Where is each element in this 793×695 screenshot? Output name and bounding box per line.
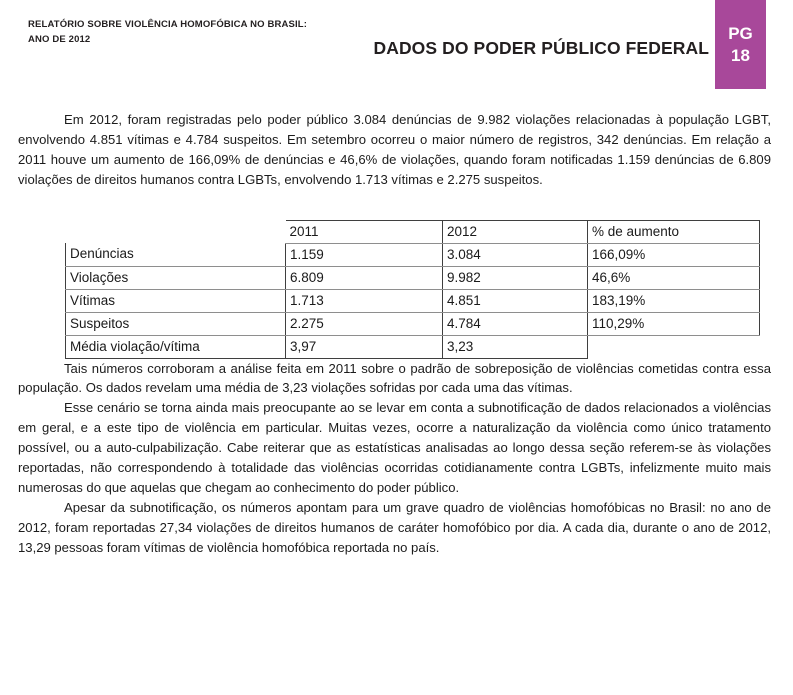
page-badge-number: 18 xyxy=(731,45,750,65)
section-title: DADOS DO PODER PÚBLICO FEDERAL xyxy=(373,38,709,58)
table-header-cell-empty xyxy=(66,220,286,243)
page-badge-label: PG xyxy=(728,23,753,43)
table-cell-2012: 3.084 xyxy=(443,243,588,266)
comparison-table xyxy=(65,220,760,359)
table-header-cell-2012: 2012 xyxy=(443,220,588,243)
table-header-cell-increase: % de aumento xyxy=(588,220,760,243)
paragraph-underreporting: Esse cenário se torna ainda mais preocupante ao se levar em conta a subnotificação de dados relacionados a violências em geral, e a este tipo de violência em particular. Muitas vezes, ocorre a naturalização da violência como único tratamento possível, ou a auto-culpabilização. Cabe reiterar que as estatísticas analisadas ao longo dessa seção referem-se às violações reportadas, não correspondendo à totalidade das violências ocorridas cotidianamente contra LGBTs, infelizmente muito mais numerosas do que aquelas que chegam ao conhecimento do poder público. xyxy=(18,400,771,495)
table-cell-label: Violações xyxy=(66,266,286,289)
comparison-table-container xyxy=(65,220,759,359)
table-cell-2011: 2.275 xyxy=(286,312,443,335)
page-content xyxy=(0,110,793,557)
page-number-badge xyxy=(715,0,766,89)
table-cell-increase: 183,19% xyxy=(588,289,760,312)
paragraph-statistics-overview: Em 2012, foram registradas pelo poder público 3.084 denúncias de 9.982 violações relacionadas à população LGBT, envolvendo 4.851 vítimas e 4.784 suspeitos. Em setembro ocorreu o maior número de registros, 342 denúncias. Em relação a 2011 houve um aumento de 166,09% de denúncias e 46,6% de violações, quando foram notificadas 1.159 denúncias de 6.809 violações de direitos humanos contra LGBTs, envolvendo 1.713 vítimas e 2.275 suspeitos. xyxy=(18,112,771,187)
table-row xyxy=(66,335,760,358)
table-cell-2012: 3,23 xyxy=(443,335,588,358)
table-cell-increase: 110,29% xyxy=(588,312,760,335)
table-row xyxy=(66,266,760,289)
paragraph-daily-figures: Apesar da subnotificação, os números apontam para um grave quadro de violências homofóbicas no Brasil: no ano de 2012, foram reportadas 27,34 violações de direitos humanos de caráter homofóbico por dia. A cada dia, durante o ano de 2012, 13,29 pessoas foram vítimas de violência homofóbica reportada no país. xyxy=(18,499,771,555)
table-cell-label: Média violação/vítima xyxy=(66,335,286,358)
table-cell-increase: 166,09% xyxy=(588,243,760,266)
table-cell-label: Denúncias xyxy=(66,243,286,266)
table-row xyxy=(66,243,760,266)
table-cell-2012: 9.982 xyxy=(443,266,588,289)
table-cell-2011: 1.713 xyxy=(286,289,443,312)
table-row xyxy=(66,312,760,335)
table-cell-increase xyxy=(588,335,760,358)
report-title-block xyxy=(28,18,307,47)
paragraph-analysis: Tais números corroboram a análise feita em 2011 sobre o padrão de sobreposição de violências cometidas contra essa população. Os dados revelam uma média de 3,23 violações sofridas por cada uma das vítimas. xyxy=(18,360,771,396)
table-cell-2011: 3,97 xyxy=(286,335,443,358)
table-cell-2012: 4.784 xyxy=(443,312,588,335)
table-cell-2011: 1.159 xyxy=(286,243,443,266)
table-row xyxy=(66,289,760,312)
table-cell-increase: 46,6% xyxy=(588,266,760,289)
table-header-cell-2011: 2011 xyxy=(286,220,443,243)
report-title-line-1: RELATÓRIO SOBRE VIOLÊNCIA HOMOFÓBICA NO BRASIL: xyxy=(28,19,308,30)
table-cell-2011: 6.809 xyxy=(286,266,443,289)
report-title-line-2: ANO DE 2012 xyxy=(28,33,91,45)
table-cell-2012: 4.851 xyxy=(443,289,588,312)
page-header xyxy=(0,0,793,110)
table-header-row xyxy=(66,220,760,243)
table-cell-label: Vítimas xyxy=(66,289,286,312)
table-cell-label: Suspeitos xyxy=(66,312,286,335)
